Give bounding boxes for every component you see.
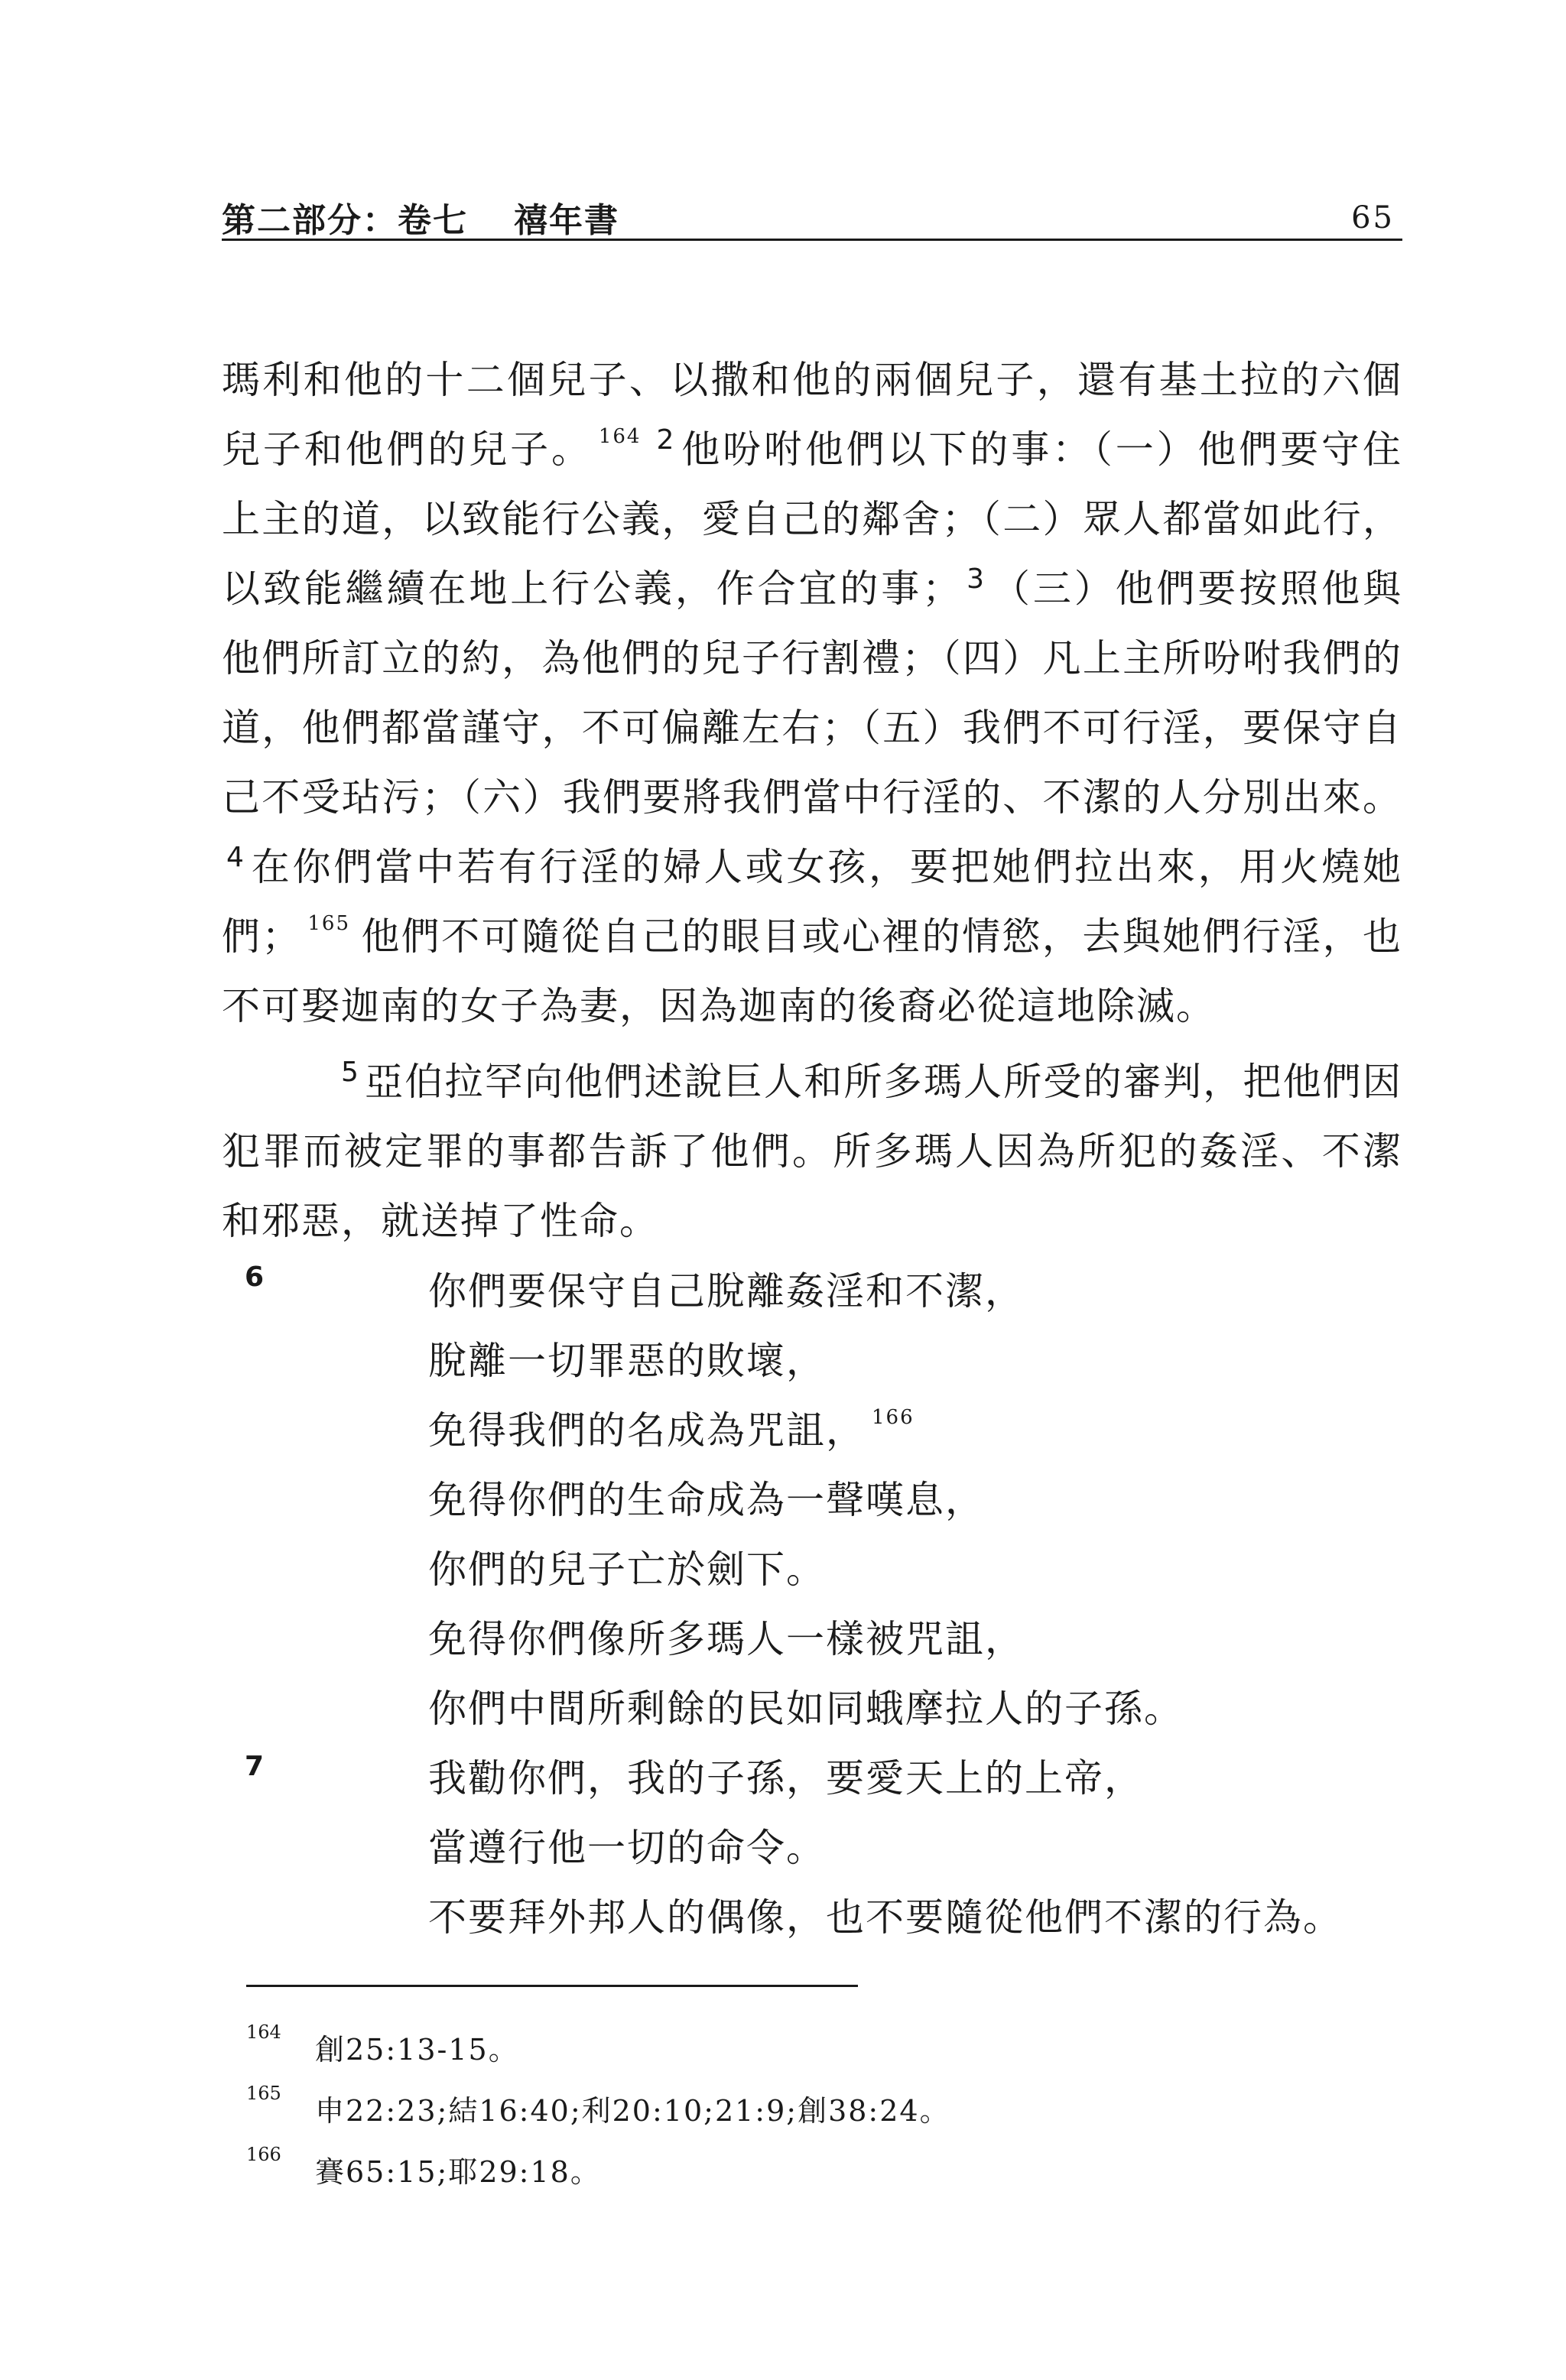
footnote-164 bbox=[246, 2021, 1317, 2087]
paragraph-1 bbox=[222, 346, 1402, 1041]
footnote-text: 賽65:15;耶29:18。 bbox=[315, 2155, 601, 2189]
footnote-ref-164: 164 bbox=[598, 425, 642, 448]
paragraph-2 bbox=[222, 1047, 1402, 1256]
footnote-number: 164 bbox=[246, 2021, 281, 2043]
verse-number-3: 3 bbox=[967, 563, 986, 595]
poetry-line: 你們中間所剩餘的民如同蛾摩拉人的子孫。 bbox=[428, 1687, 1184, 1731]
verse-number-5: 5 bbox=[341, 1057, 360, 1088]
footnote-166 bbox=[246, 2144, 1317, 2210]
text-segment: 瑪利和他的十二個兒子、以撒和他的兩個兒子，還有基土拉的六個兒子和他們的兒子。 bbox=[222, 358, 1402, 472]
page-number: 65 bbox=[1351, 200, 1395, 235]
verse-number-7: 7 bbox=[245, 1751, 265, 1782]
footnote-divider bbox=[246, 1985, 858, 1987]
verse-number-2: 2 bbox=[656, 424, 676, 456]
footnote-text: 申22:23;結16:40;利20:10;21:9;創38:24。 bbox=[315, 2094, 950, 2128]
poetry-line: 我勸你們，我的子孫，要愛天上的上帝， bbox=[428, 1756, 1144, 1800]
footnote-ref-165: 165 bbox=[307, 912, 351, 935]
poetry-line: 免得你們的生命成為一聲嘆息， bbox=[428, 1478, 985, 1522]
poetry-line: 脫離一切罪惡的敗壞， bbox=[428, 1339, 826, 1383]
poetry-line: 你們的兒子亡於劍下。 bbox=[428, 1547, 826, 1592]
header-section: 第二部分：卷七 bbox=[222, 201, 468, 240]
poetry-line: 你們要保守自己脫離姦淫和不潔， bbox=[428, 1269, 1025, 1313]
text-segment: 在你們當中若有行淫的婦人或女孩，要把她們拉出來，用火燒她們； bbox=[222, 845, 1402, 959]
header-title bbox=[222, 193, 619, 242]
text-segment: 亞伯拉罕向他們述說巨人和所多瑪人所受的審判，把他們因犯罪而被定罪的事都告訴了他們。所多瑪人因為所犯的姦淫、不潔和邪惡，就送掉了性命。 bbox=[222, 1060, 1402, 1243]
footnote-ref-166: 166 bbox=[872, 1406, 915, 1429]
text-segment: 他吩咐他們以下的事：（一）他們要守住上主的道，以致能行公義，愛自己的鄰舍；（二）眾人都當如此行，以致能繼續在地上行公義，作合宜的事； bbox=[222, 427, 1403, 611]
verse-number-6: 6 bbox=[245, 1261, 265, 1293]
poetry-line: 當遵行他一切的命令。 bbox=[428, 1826, 826, 1870]
footnote-text: 創25:13-15。 bbox=[315, 2033, 519, 2067]
header-book: 禧年書 bbox=[514, 201, 619, 240]
footnotes bbox=[246, 2021, 1317, 2210]
footnote-number: 165 bbox=[246, 2083, 281, 2104]
poetry-line: 免得你們像所多瑪人一樣被咒詛， bbox=[428, 1617, 1025, 1661]
prose-body bbox=[222, 346, 1402, 1256]
poetry-line-text: 免得我們的名成為咒詛， bbox=[428, 1408, 866, 1453]
footnote-number: 166 bbox=[246, 2144, 281, 2165]
footnote-165 bbox=[246, 2083, 1317, 2148]
poetry-line bbox=[428, 1396, 1422, 1466]
poetry-line: 不要拜外邦人的偶像，也不要隨從他們不潔的行為。 bbox=[428, 1895, 1343, 1940]
poetry-block bbox=[428, 1257, 1422, 1953]
text-segment: （三）他們要按照他與他們所訂立的約，為他們的兒子行割禮；（四）凡上主所吩咐我們的道，他們都當謹守，不可偏離左右；（五）我們不可行淫，要保守自己不受玷污；（六）我們要將我們當中行淫的、不潔的人分別出來。 bbox=[222, 567, 1403, 820]
verse-number-4: 4 bbox=[226, 842, 245, 873]
running-header bbox=[222, 182, 1402, 241]
text-segment: 他們不可隨從自己的眼目或心裡的情慾，去與她們行淫，也不可娶迦南的女子為妻，因為迦南的後裔必從這地除滅。 bbox=[222, 914, 1403, 1028]
